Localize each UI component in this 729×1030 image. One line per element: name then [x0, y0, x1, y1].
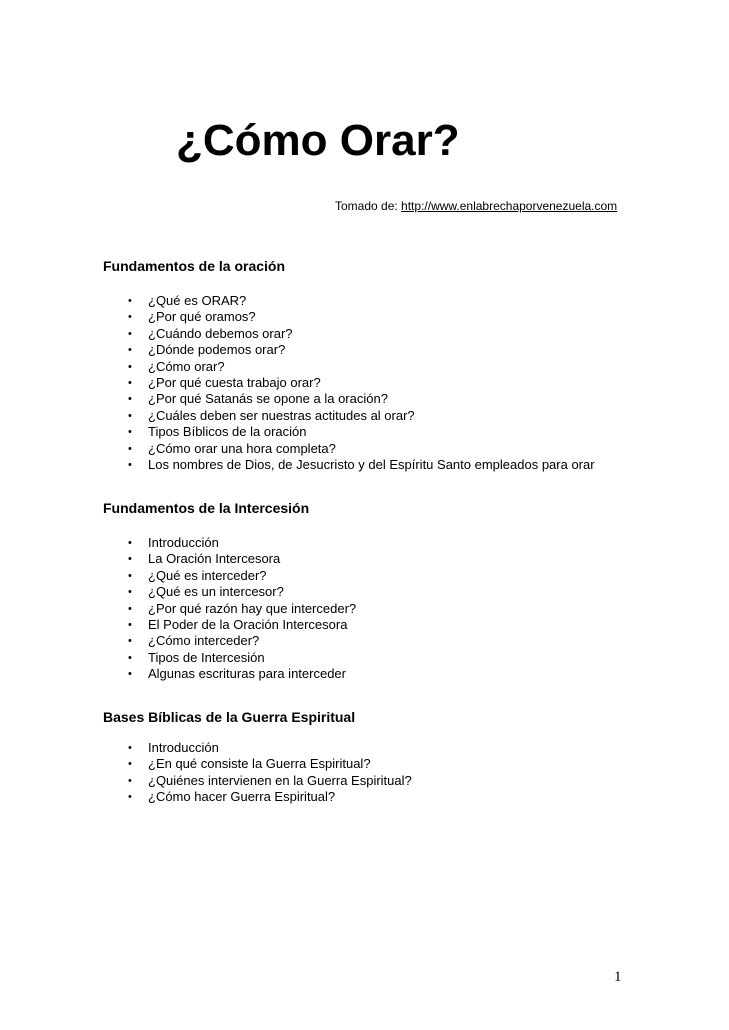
list-item-text: ¿Quiénes intervienen en la Guerra Espiritual?	[148, 772, 412, 788]
list-item	[103, 535, 356, 551]
list-item-text: Tipos Bíblicos de la oración	[148, 424, 307, 440]
list-item	[103, 601, 356, 617]
list-item-text: ¿Qué es ORAR?	[148, 293, 247, 308]
bullet-icon: •	[128, 602, 132, 615]
bullet-icon: •	[128, 377, 132, 390]
list-item-text: ¿En qué consiste la Guerra Espiritual?	[148, 756, 371, 772]
list-item-text: ¿Qué es interceder?	[148, 567, 267, 583]
section-bases-biblicas-guerra	[103, 709, 412, 806]
list-item-text: ¿Cómo orar?	[148, 358, 225, 374]
list-item	[103, 650, 356, 666]
bullet-icon: •	[128, 569, 132, 582]
bullet-icon: •	[128, 344, 132, 357]
bullet-icon: •	[128, 553, 132, 566]
list-item	[103, 756, 412, 772]
list-item	[103, 359, 595, 375]
document-title: ¿Cómo Orar?	[176, 116, 460, 165]
list-item-text: ¿Por qué Satanás se opone a la oración?	[148, 391, 388, 407]
list-item	[103, 441, 595, 457]
list-item-text: Tipos de Intercesión	[148, 649, 265, 665]
list-item-text: El Poder de la Oración Intercesora	[148, 617, 348, 633]
list-item-text: ¿Dónde podemos orar?	[148, 342, 286, 358]
list-item	[103, 424, 595, 440]
list-item-text: La Oración Intercesora	[148, 551, 281, 567]
list-item-text: Los nombres de Dios, de Jesucristo y del Espíritu Santo empleados para orar	[148, 457, 595, 473]
list-item	[103, 551, 356, 567]
list-item	[103, 309, 595, 325]
bullet-icon: •	[128, 791, 132, 804]
section-heading: Fundamentos de la Intercesión	[103, 500, 310, 516]
list-item	[103, 391, 595, 407]
list-item	[103, 293, 595, 309]
list-item-text: ¿Qué es un intercesor?	[148, 584, 284, 600]
list-item	[103, 342, 595, 358]
bullet-icon: •	[128, 537, 132, 549]
bullet-icon: •	[128, 442, 132, 455]
list-item	[103, 789, 412, 805]
source-line	[335, 199, 617, 214]
bullet-icon: •	[128, 295, 132, 307]
list-item-text: ¿Por qué oramos?	[148, 309, 256, 325]
bullet-icon: •	[128, 393, 132, 406]
section-heading: Fundamentos de la oración	[103, 258, 286, 274]
bullet-icon: •	[128, 459, 132, 472]
list-item-text: ¿Cómo orar una hora completa?	[148, 440, 336, 456]
list-item-text: ¿Por qué cuesta trabajo orar?	[148, 375, 321, 391]
bullet-icon: •	[128, 774, 132, 787]
list-item	[103, 633, 356, 649]
list-item	[103, 457, 595, 473]
bullet-icon: •	[128, 742, 132, 754]
source-label: Tomado de:	[335, 199, 402, 213]
list-item-text: Introducción	[148, 740, 219, 755]
source-link[interactable]: http://www.enlabrechaporvenezuela.com	[401, 199, 618, 213]
bullet-list	[103, 740, 412, 806]
bullet-icon: •	[128, 360, 132, 373]
section-fundamentos-intercesion	[103, 500, 356, 683]
bullet-icon: •	[128, 635, 132, 648]
list-item-text: Algunas escrituras para interceder	[148, 666, 346, 682]
bullet-icon: •	[128, 651, 132, 664]
list-item	[103, 773, 412, 789]
list-item	[103, 375, 595, 391]
bullet-icon: •	[128, 758, 132, 771]
list-item	[103, 408, 595, 424]
list-item-text: Introducción	[148, 535, 219, 550]
list-item	[103, 584, 356, 600]
list-item	[103, 568, 356, 584]
bullet-icon: •	[128, 409, 132, 422]
page-number: 1	[614, 969, 622, 985]
list-item-text: ¿Cuáles deben ser nuestras actitudes al orar?	[148, 407, 415, 423]
section-fundamentos-oracion	[103, 258, 595, 473]
bullet-icon: •	[128, 311, 132, 324]
bullet-list	[103, 293, 595, 473]
list-item-text: ¿Cómo hacer Guerra Espiritual?	[148, 789, 336, 805]
bullet-icon: •	[128, 426, 132, 439]
bullet-icon: •	[128, 586, 132, 599]
bullet-icon: •	[128, 668, 132, 681]
list-item	[103, 617, 356, 633]
bullet-icon: •	[128, 619, 132, 632]
list-item-text: ¿Cuándo debemos orar?	[148, 325, 293, 341]
section-heading: Bases Bíblicas de la Guerra Espiritual	[103, 709, 356, 725]
bullet-list	[103, 535, 356, 683]
bullet-icon: •	[128, 327, 132, 340]
list-item	[103, 740, 412, 756]
list-item-text: ¿Cómo interceder?	[148, 633, 260, 649]
list-item	[103, 326, 595, 342]
list-item-text: ¿Por qué razón hay que interceder?	[148, 600, 357, 616]
list-item	[103, 666, 356, 682]
